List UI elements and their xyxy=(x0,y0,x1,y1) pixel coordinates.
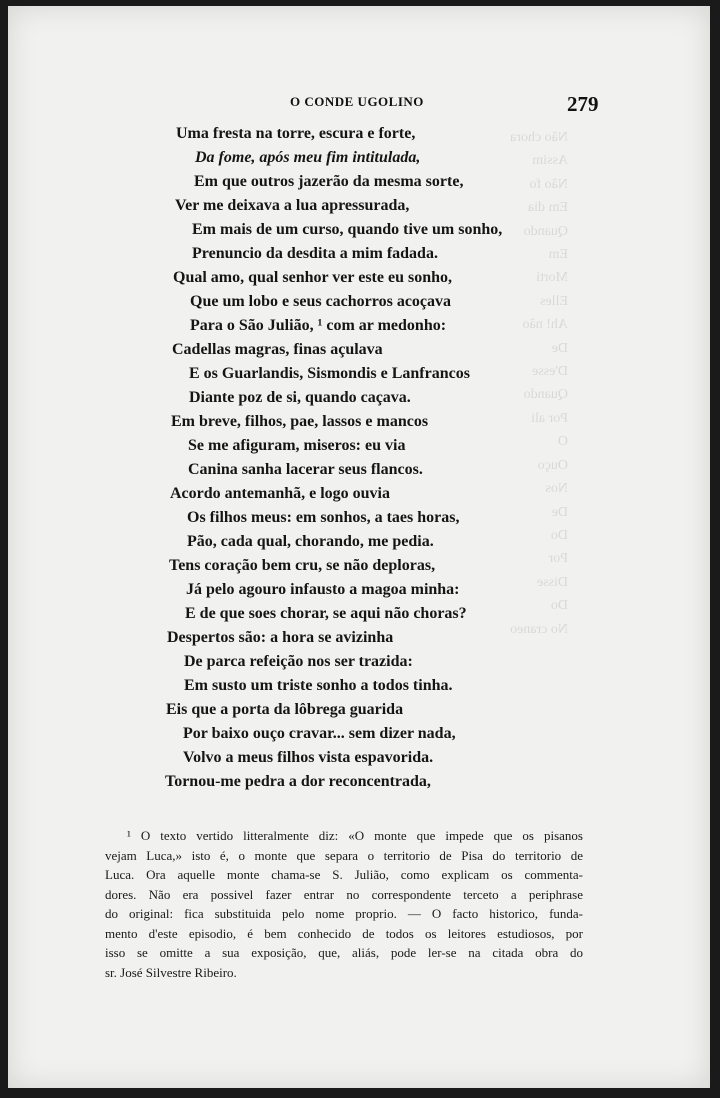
running-title: O CONDE UGOLINO xyxy=(290,94,424,109)
poem-line: Já pelo agouro infausto a magoa minha: xyxy=(186,581,460,598)
book-page xyxy=(8,6,710,1088)
footnote-line: isso se omitte a sua exposição, que, aliás, pode ler-se na citada obra do xyxy=(105,945,583,960)
footnote-line: vejam Luca,» isto é, o monte que separa o territorio de Pisa do territorio de xyxy=(105,847,583,863)
poem-line: Que um lobo e seus cachorros acoçava xyxy=(190,293,452,310)
show-through-text: Não chora Assim Não fo Em dia Quando Em Morti Elles Ah! não De D'esse Quando Por ali O Ouço Nos De Do Por Disse Do No craneo xyxy=(510,130,568,637)
poem-line: Em mais de um curso, quando tive um sonho, xyxy=(192,221,503,238)
poem-line: Qual amo, qual senhor ver este eu sonho, xyxy=(173,269,452,286)
poem-line: Uma fresta na torre, escura e forte, xyxy=(176,125,416,142)
footnote-line: do original: fica substituida pelo nome proprio. — O facto historico, funda- xyxy=(105,906,583,921)
footnote-line: ¹ O texto vertido litteralmente diz: «O monte que impede que os pisanos xyxy=(127,828,583,843)
poem-line: Ver me deixava a lua apressurada, xyxy=(175,197,410,214)
poem-line: Por baixo ouço cravar... sem dizer nada, xyxy=(183,725,456,742)
footnote-line: Luca. Ora aquelle monte chama-se S. Julião, como explicam os commenta- xyxy=(105,867,583,882)
poem-line: Para o São Julião, ¹ com ar medonho: xyxy=(190,317,447,334)
poem-line: Acordo antemanhã, e logo ouvia xyxy=(170,485,390,502)
poem-line: De parca refeição nos ser trazida: xyxy=(184,653,413,670)
poem-line: Em que outros jazerão da mesma sorte, xyxy=(194,173,464,190)
poem-line: Em breve, filhos, pae, lassos e mancos xyxy=(171,413,429,430)
poem-line: Da fome, após meu fim intitulada, xyxy=(195,149,421,166)
poem-line: Prenuncio da desdita a mim fadada. xyxy=(192,245,438,262)
footnote-line: dores. Não era possivel fazer entrar no correspondente terceto a periphrase xyxy=(105,886,583,902)
poem-line: Canina sanha lacerar seus flancos. xyxy=(188,461,423,478)
poem-line: Volvo a meus filhos vista espavorida. xyxy=(183,749,434,766)
poem-line: Cadellas magras, finas açulava xyxy=(172,341,383,358)
poem-line: Eis que a porta da lôbrega guarida xyxy=(166,701,404,718)
poem-line: Despertos são: a hora se avizinha xyxy=(167,629,394,646)
footnote-line: sr. José Silvestre Ribeiro. xyxy=(105,964,237,980)
page-number: 279 xyxy=(567,92,599,116)
poem-line: E os Guarlandis, Sismondis e Lanfrancos xyxy=(189,365,470,382)
footnote-line: mento d'este episodio, é bem conhecido de todos os leitores estudiosos, por xyxy=(105,925,583,941)
poem-line: E de que soes chorar, se aqui não choras? xyxy=(185,605,467,622)
poem-line: Pão, cada qual, chorando, me pedia. xyxy=(187,533,434,550)
poem-line: Tornou-me pedra a dor reconcentrada, xyxy=(165,773,431,790)
poem-line: Diante poz de si, quando caçava. xyxy=(189,389,411,406)
footnote xyxy=(105,826,583,982)
poem-line: Tens coração bem cru, se não deploras, xyxy=(169,557,436,574)
poem-line: Em susto um triste sonho a todos tinha. xyxy=(184,677,453,694)
poem-line: Se me afiguram, miseros: eu via xyxy=(188,437,406,454)
poem-line: Os filhos meus: em sonhos, a taes horas, xyxy=(187,509,460,526)
